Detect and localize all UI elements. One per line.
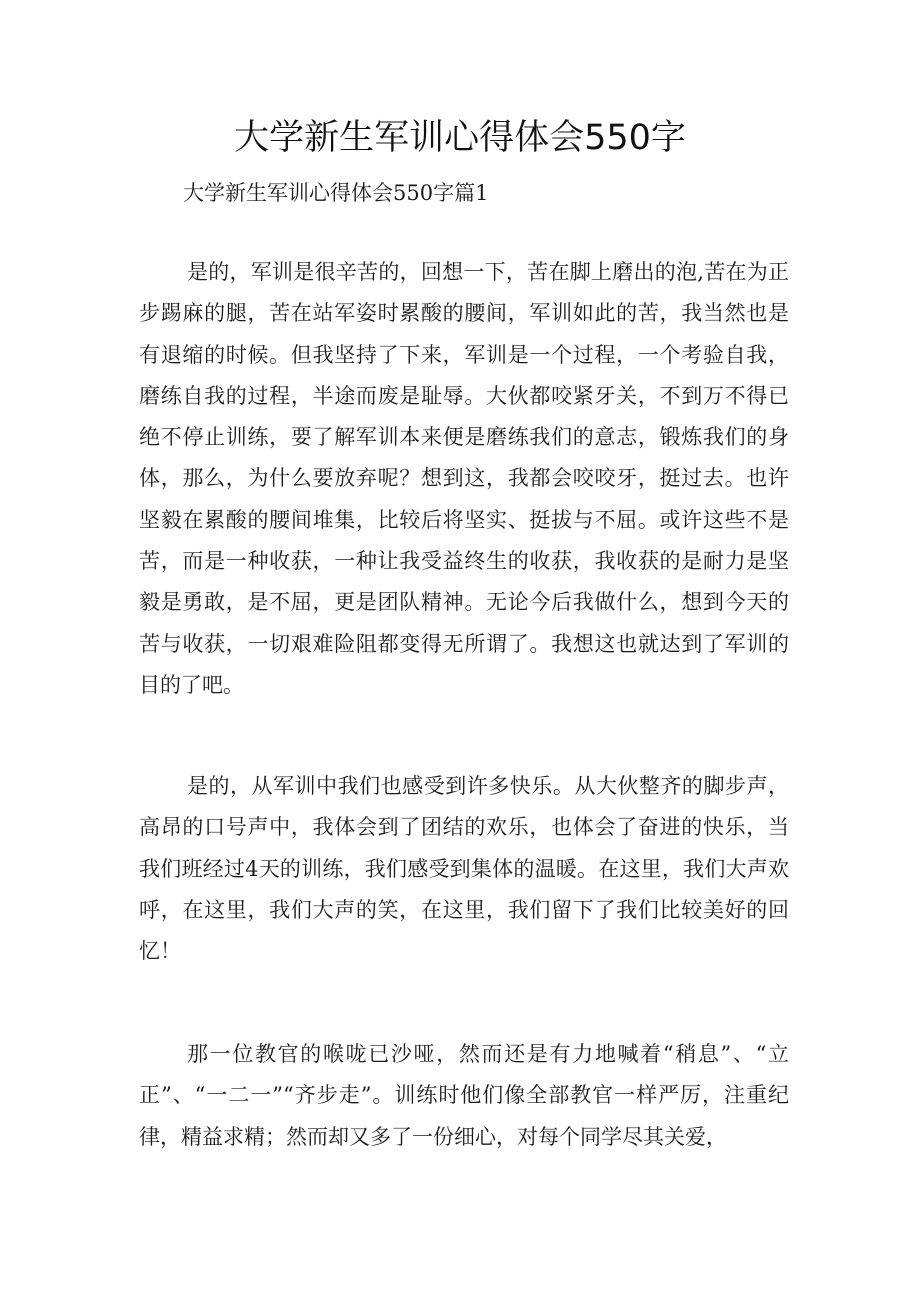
body-paragraph: 是的，军训是很辛苦的，回想一下，苦在脚上磨出的泡,苦在为正步踢麻的腿，苦在站军姿时累酸的腰间，军训如此的苦，我当然也是有退缩的时候。但我坚持了下来，军训是一个过程，一个考验自我，磨练自我的过程，半途而废是耻辱。大伙都咬紧牙关，不到万不得已绝不停止训练，要了解军训本来便是磨练我们的意志，锻炼我们的身体，那么，为什么要放弃呢？想到这，我都会咬咬牙，挺过去。也许坚毅在累酸的腰间堆集，比较后将坚实、挺拔与不屈。或许这些不是苦，而是一种收获，一种让我受益终生的收获，我收获的是耐力是坚毅是勇敢，是不屈，更是团队精神。无论今后我做什么，想到今天的苦与收获，一切艰难险阻都变得无所谓了。我想这也就达到了军训的目的了吧。 — [139, 260, 789, 697]
section-subtitle: 大学新生军训心得体会550字篇1 — [183, 181, 489, 205]
document-title: 大学新生军训心得体会550字 — [234, 118, 686, 158]
body-paragraph: 那一位教官的喉咙已沙哑，然而还是有力地喊着“稍息”、“立正”、“一二一”“齐步走”。训练时他们像全部教官一样严厉，注重纪律，精益求精；然而却又多了一份细心，对每个同学尽其关爱， — [139, 1042, 789, 1149]
body-paragraph: 是的，从军训中我们也感受到许多快乐。从大伙整齐的脚步声，高昂的口号声中，我体会到了团结的欢乐，也体会了奋进的快乐，当我们班经过4天的训练，我们感受到集体的温暖。在这里，我们大声欢呼，在这里，我们大声的笑，在这里，我们留下了我们比较美好的回忆！ — [139, 774, 789, 964]
